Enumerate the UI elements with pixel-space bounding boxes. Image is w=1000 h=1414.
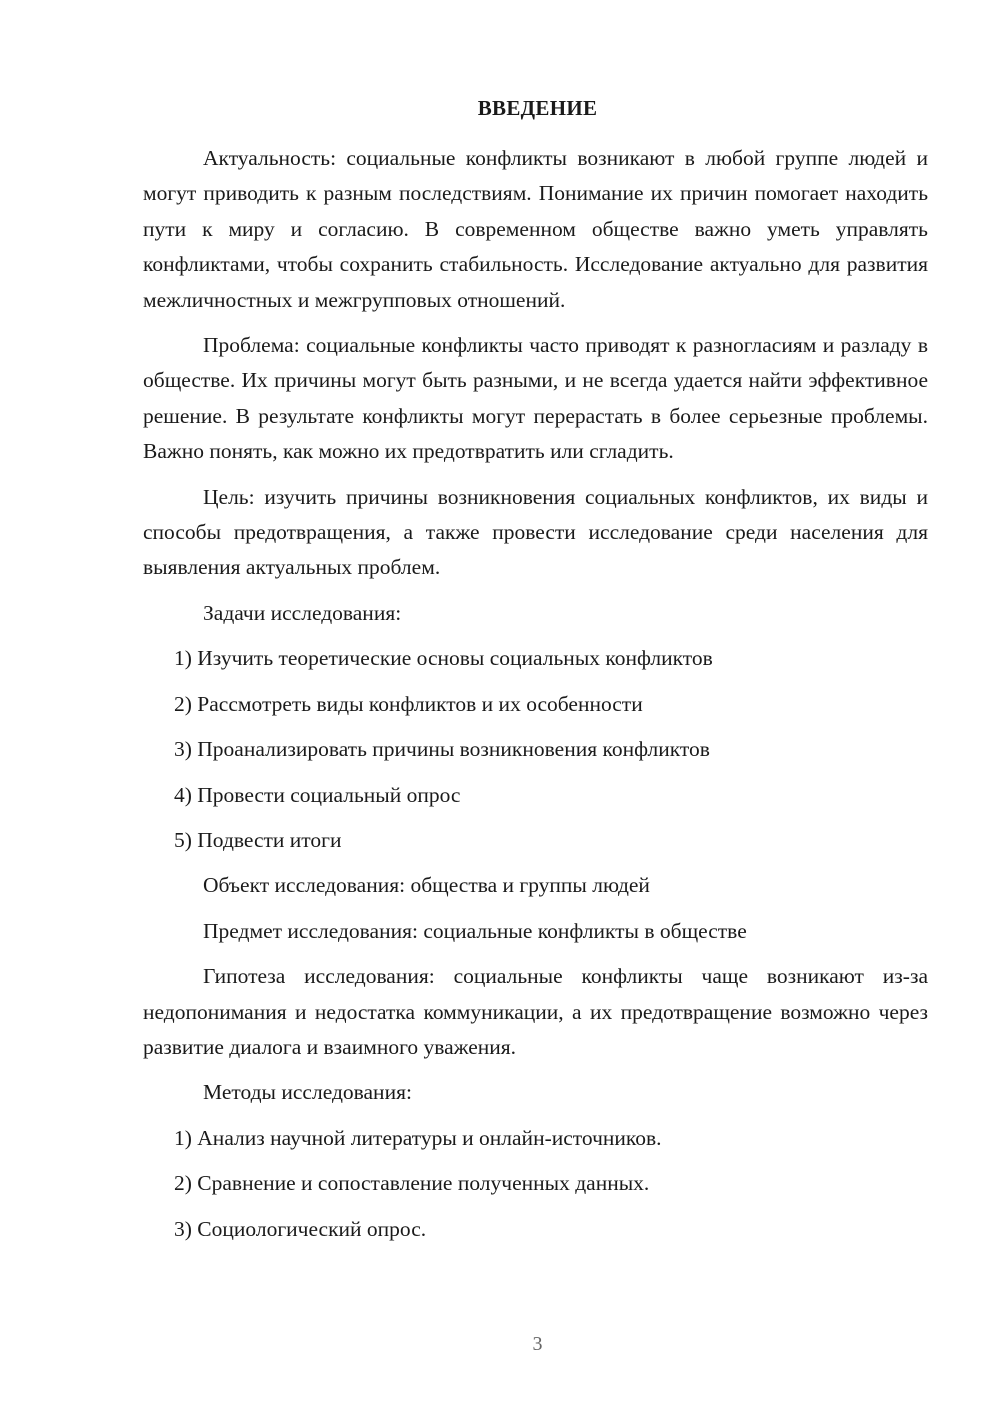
page-number: 3 [532,1333,543,1355]
methods-heading: Методы исследования: [203,1080,412,1105]
method-item: 1) Анализ научной литературы и онлайн-источников. [174,1125,662,1150]
research-subject: Предмет исследования: социальные конфликты в обществе [203,918,747,943]
method-item: 3) Социологический опрос. [174,1216,427,1241]
method-item: 2) Сравнение и сопоставление полученных данных. [174,1171,650,1196]
hypothesis-paragraph: Гипотеза исследования: социальные конфликты чаще возникают из-за недопонимания и недостатка коммуникации, а их предотвращение возможно через развитие диалога и взаимного уважения. [143,964,928,1059]
research-object: Объект исследования: общества и группы людей [203,873,650,898]
goal-paragraph: Цель: изучить причины возникновения социальных конфликтов, их виды и способы предотвращения, а также провести исследование среди населения для выявления актуальных проблем. [143,484,928,580]
task-item: 3) Проанализировать причины возникновения конфликтов [174,737,710,762]
task-item: 4) Провести социальный опрос [174,782,461,807]
task-item: 1) Изучить теоретические основы социальных конфликтов [174,646,713,671]
document-body [143,141,928,1257]
page-title: ВВЕДЕНИЕ [477,96,598,120]
relevance-paragraph: Актуальность: социальные конфликты возникают в любой группе людей и могут приводить к разным последствиям. Понимание их причин помогает находить пути к миру и согласию. В современном обществе важно уметь управлять конфликтами, чтобы сохранить стабильность. Исследование актуально для развития межличностных и межгрупповых отношений. [143,146,928,312]
task-item: 5) Подвести итоги [174,827,342,852]
problem-paragraph: Проблема: социальные конфликты часто приводят к разногласиям и разладу в обществе. Их причины могут быть разными, и не всегда удается найти эффективное решение. В результате конфликты могут перерастать в более серьезные проблемы. Важно понять, как можно их предотвратить или сгладить. [143,333,928,464]
task-item: 2) Рассмотреть виды конфликтов и их особенности [174,691,643,716]
tasks-heading: Задачи исследования: [203,600,402,625]
